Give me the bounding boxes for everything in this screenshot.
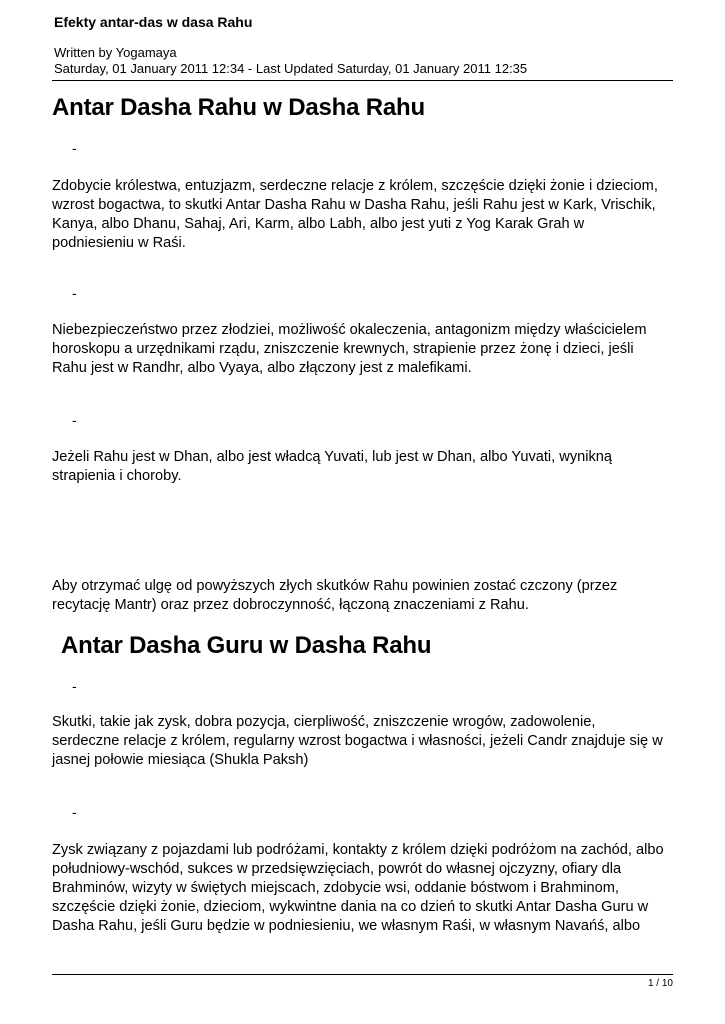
paragraph: Jeżeli Rahu jest w Dhan, albo jest władcą Yuvati, lub jest w Dhan, albo Yuvati, wynikną strapienia i choroby. bbox=[52, 449, 613, 484]
list-dash: - bbox=[72, 285, 77, 301]
paragraph: Zdobycie królestwa, entuzjazm, serdeczne relacje z królem, szczęście dzięki żonie i dzieciom, wzrost bogactwa, to skutki Antar Dasha Rahu w Dasha Rahu, jeśli Rahu jest w Kark, Vrischik, Kanya, albo Dhanu, Sahaj, Ari, Karm, albo Labh, albo jest yuti z Yog Karak Grah w podniesieniu w Raśi. bbox=[52, 178, 658, 251]
list-dash: - bbox=[72, 412, 77, 428]
paragraph: Zysk związany z pojazdami lub podróżami, kontakty z królem dzięki podróżom na zachód, albo południowy-wschód, sukces w przedsięwzięciach, powrót do własnej ojczyzny, ofiary dla Brahminów, wizyty w świętych miejscach, zdobycie wsi, oddanie bóstwom i Brahminom, szczęście dzięki żonie, dzieciom, wykwintne dania na co dzień to skutki Antar Dasha Guru w Dasha Rahu, jeśli Guru będzie w podniesieniu, we własnym Raśi, w własnym Navańś, albo bbox=[52, 842, 664, 934]
date-line: Saturday, 01 January 2011 12:34 - Last Updated Saturday, 01 January 2011 12:35 bbox=[54, 61, 528, 76]
section-heading-rahu-rahu: Antar Dasha Rahu w Dasha Rahu bbox=[52, 94, 425, 121]
page-number: 1 / 10 bbox=[647, 978, 673, 989]
header-divider bbox=[52, 80, 673, 81]
author-line: Written by Yogamaya bbox=[54, 45, 177, 60]
paragraph: Skutki, takie jak zysk, dobra pozycja, cierpliwość, zniszczenie wrogów, zadowolenie, serdeczne relacje z królem, regularny wzrost bogactwa i własności, jeżeli Candr znajduje się w jasnej połowie miesiąca (Shukla Paksh) bbox=[52, 714, 663, 768]
list-dash: - bbox=[72, 140, 77, 156]
list-dash: - bbox=[72, 804, 77, 820]
section-heading-guru-rahu: Antar Dasha Guru w Dasha Rahu bbox=[61, 632, 432, 659]
footer-divider bbox=[52, 974, 673, 975]
list-dash: - bbox=[72, 678, 77, 694]
paragraph: Niebezpieczeństwo przez złodziei, możliwość okaleczenia, antagonizm między właścicielem horoskopu a urzędnikami rządu, zniszczenie krewnych, strapienie przez żonę i dzieci, jeśli Rahu jest w Randhr, albo Vyaya, albo złączony jest z malefikami. bbox=[52, 322, 647, 376]
document-header-title: Efekty antar-das w dasa Rahu bbox=[54, 14, 253, 30]
paragraph: Aby otrzymać ulgę od powyższych złych skutków Rahu powinien zostać czczony (przez recytację Mantr) oraz przez dobroczynność, łączoną znaczeniami z Rahu. bbox=[52, 578, 618, 613]
